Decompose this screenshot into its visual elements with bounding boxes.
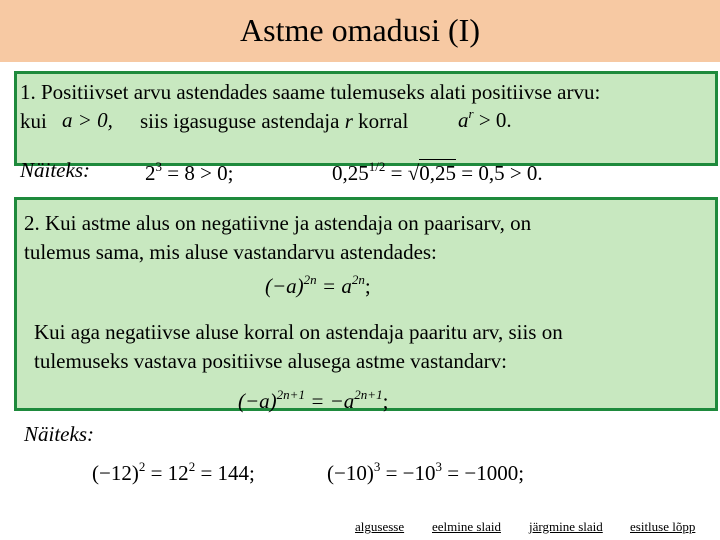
formula-even-end: ; [364,274,371,298]
nav-start-link[interactable]: algusesse [355,519,405,534]
ex2b-base: (−10) [327,461,374,485]
ex1b-base: 0,25 [332,161,369,185]
formula-odd-end: ; [382,389,389,413]
formula-even-mid: = a [316,274,352,298]
property-1-siis [140,109,408,133]
ex1a-rest: = 8 > 0; [162,161,234,185]
formula-odd-lhs-exp: 2n+1 [276,387,305,402]
nav-next-link[interactable]: järgmine slaid [529,519,603,534]
ex1a-base: 2 [145,161,156,185]
r-variable: r [344,109,353,133]
formula-even [265,274,371,299]
condition-expression: a > 0, [62,108,113,132]
nav-end-link[interactable]: esitluse lõpp [630,519,696,534]
ex1a-exp: 3 [155,159,162,174]
example-1b [332,161,543,186]
example-1a [145,161,234,186]
ex1b-eq: = √ [385,161,420,185]
ex1b-radicand: 0,25 [419,161,456,185]
result-exponent: r [468,106,474,121]
formula-odd [238,389,388,414]
ex2b-rest: = −1000; [442,461,525,485]
property-3-line-2: tulemuseks vastava positiivse alusega astme vastandarv: [34,349,507,373]
property-1-result [458,108,512,133]
formula-even-rhs-exp: 2n [351,272,365,287]
ex2a-mid: = 12 [145,461,189,485]
property-3-line-1: Kui aga negatiivse aluse korral on astendaja paaritu arv, siis on [34,320,563,344]
property-1-kui: kui [20,109,47,133]
korral-text: korral [358,109,409,133]
property-1-condition [62,108,113,133]
result-rest: > 0. [473,108,512,132]
formula-odd-lhs: (−a) [238,389,277,413]
ex2a-rest: = 144; [195,461,255,485]
result-base: a [458,108,469,132]
ex1b-exp: 1/2 [368,159,386,174]
example-label-1: Näiteks: [20,158,90,182]
ex2a-base: (−12) [92,461,139,485]
example-2a [92,461,255,486]
formula-even-lhs-exp: 2n [303,272,317,287]
ex2b-mid-exp: 3 [435,459,443,474]
siis-text: siis igasuguse astendaja [140,109,340,133]
slide-title: Astme omadusi (I) [240,12,480,48]
property-2-line-1: 2. Kui astme alus on negatiivne ja astendaja on paarisarv, on [24,211,532,235]
ex2a-mid-exp: 2 [188,459,196,474]
property-1-text: 1. Positiivset arvu astendades saame tulemuseks alati positiivse arvu: [20,80,601,104]
ex2b-mid: = −10 [380,461,436,485]
formula-even-lhs: (−a) [265,274,304,298]
formula-odd-rhs-exp: 2n+1 [354,387,383,402]
formula-odd-mid: = −a [304,389,355,413]
ex1b-rest: = 0,5 > 0. [456,161,543,185]
example-2b [327,461,524,486]
ex2b-exp: 3 [373,459,381,474]
ex2a-exp: 2 [138,459,146,474]
property-2-line-2: tulemus sama, mis aluse vastandarvu astendades: [24,240,437,264]
example-label-2: Näiteks: [24,422,94,446]
nav-prev-link[interactable]: eelmine slaid [432,519,501,534]
